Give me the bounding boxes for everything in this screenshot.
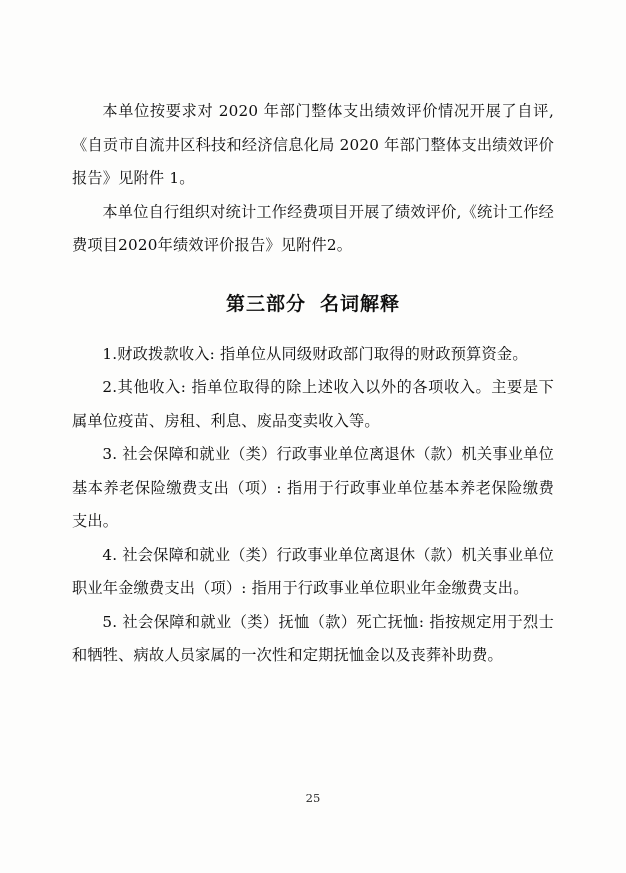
paragraph-project-evaluation: 本单位自行组织对统计工作经费项目开展了绩效评价,《统计工作经费项目2020年绩效评价报告》见附件2。 [72,202,554,254]
section-heading-title: 名词解释 [320,292,401,315]
section-heading-part: 第三部分 [225,292,306,315]
definition-item-4: 4. 社会保障和就业（类）行政事业单位离退休（款）机关事业单位职业年金缴费支出（项）: 指用于行政事业单位职业年金缴费支出。 [72,545,554,597]
page-number: 25 [305,791,321,805]
definition-item-1: 1.财政拨款收入: 指单位从同级财政部门取得的财政预算资金。 [102,344,528,363]
definition-item-3: 3. 社会保障和就业（类）行政事业单位离退休（款）机关事业单位基本养老保险缴费支出（项）: 指用于行政事业单位基本养老保险缴费支出。 [72,445,554,530]
definition-item-5: 5. 社会保障和就业（类）抚恤（款）死亡抚恤: 指按规定用于烈士和牺牲、病故人员家属的一次性和定期抚恤金以及丧葬补助费。 [72,612,554,664]
definition-item-2: 2.其他收入: 指单位取得的除上述收入以外的各项收入。主要是下属单位疫苗、房租、利息、废品变卖收入等。 [72,378,554,430]
section-heading [72,289,554,316]
paragraph-self-evaluation: 本单位按要求对 2020 年部门整体支出绩效评价情况开展了自评,《自贡市自流井区科技和经济信息化局 2020 年部门整体支出绩效评价报告》见附件 1。 [72,102,554,187]
